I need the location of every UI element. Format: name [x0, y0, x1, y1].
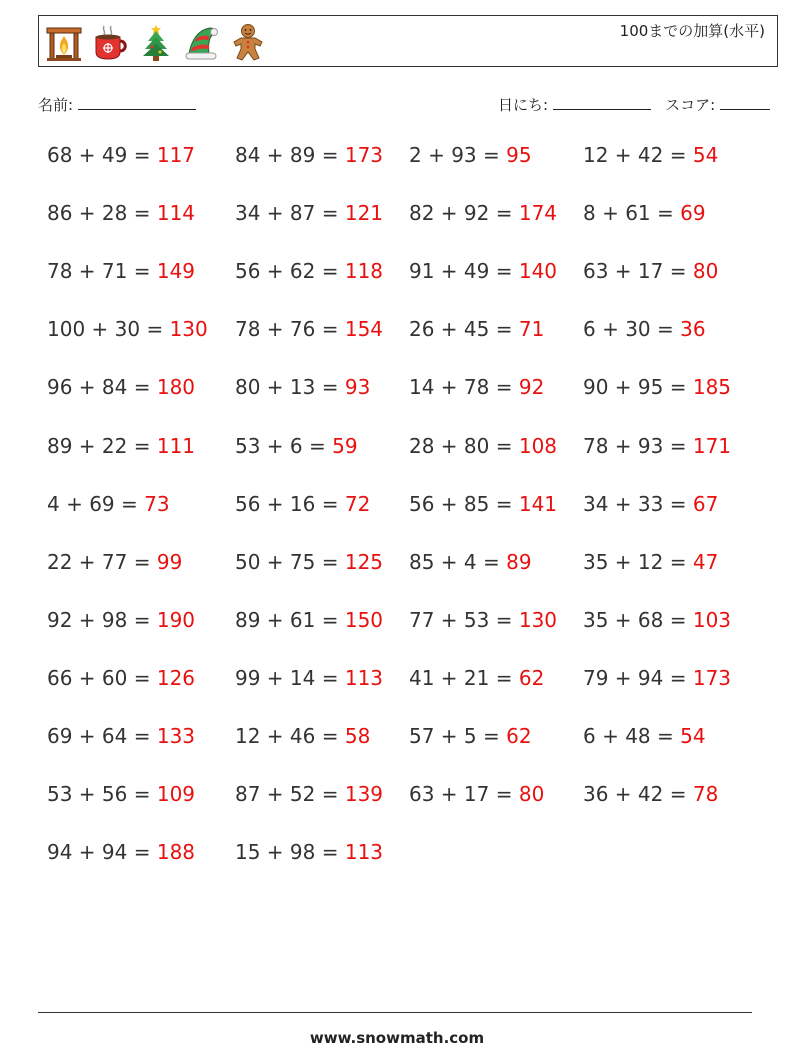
problem-item: [235, 143, 383, 167]
problem-answer: 133: [156, 724, 196, 748]
problem-answer: 62: [506, 724, 532, 748]
score-blank[interactable]: [720, 97, 770, 110]
problem-question: 34 + 87 =: [235, 201, 345, 226]
problem-item: [47, 434, 195, 458]
problem-answer: 69: [680, 201, 706, 226]
santa-hat-icon: [183, 22, 221, 62]
problem-question: 63 + 17 =: [409, 782, 519, 807]
problem-question: 63 + 17 =: [583, 259, 693, 284]
name-line: [38, 94, 196, 115]
problem-item: [47, 259, 195, 283]
problem-answer: 173: [344, 143, 384, 167]
problem-answer: 108: [518, 433, 558, 458]
problem-item: [235, 608, 383, 632]
problem-answer: 113: [344, 665, 384, 690]
problem-item: [583, 550, 718, 574]
problem-question: 57 + 5 =: [409, 724, 507, 748]
problem-question: 41 + 21 =: [409, 665, 519, 690]
problem-question: 12 + 46 =: [235, 724, 345, 748]
problem-item: [47, 317, 208, 341]
problem-item: [47, 724, 195, 748]
footer-divider: [38, 1012, 752, 1013]
problem-item: [409, 724, 532, 748]
problem-question: 89 + 61 =: [235, 607, 345, 632]
problem-item: [47, 608, 195, 632]
problem-question: 15 + 98 =: [235, 840, 345, 865]
problem-answer: 149: [156, 259, 196, 284]
problem-answer: 62: [518, 665, 545, 690]
problem-item: [409, 782, 544, 806]
problem-answer: 188: [156, 840, 196, 865]
problem-item: [409, 608, 557, 632]
problem-question: 99 + 14 =: [235, 665, 345, 690]
problem-answer: 71: [518, 317, 545, 342]
problem-question: 6 + 30 =: [583, 317, 681, 342]
problem-answer: 54: [680, 724, 706, 748]
problem-answer: 47: [692, 549, 719, 574]
icon-row: [45, 22, 267, 62]
problem-answer: 121: [344, 201, 384, 226]
problem-question: 53 + 56 =: [47, 782, 157, 807]
problem-answer: 141: [518, 491, 558, 516]
problem-answer: 130: [169, 317, 208, 342]
name-blank[interactable]: [78, 97, 196, 110]
problem-item: [583, 201, 706, 225]
problem-question: 69 + 64 =: [47, 724, 157, 748]
problem-item: [47, 492, 170, 516]
problem-answer: 117: [156, 143, 196, 167]
problem-answer: 80: [692, 259, 719, 284]
problem-answer: 171: [692, 433, 732, 458]
problem-item: [235, 782, 383, 806]
problem-item: [583, 317, 706, 341]
problem-item: [583, 143, 718, 167]
problem-answer: 80: [518, 782, 545, 807]
problem-question: 84 + 89 =: [235, 143, 345, 167]
problem-item: [47, 666, 195, 690]
problem-question: 89 + 22 =: [47, 433, 157, 458]
problem-answer: 99: [156, 549, 183, 574]
problem-item: [409, 259, 557, 283]
problem-item: [583, 724, 706, 748]
problem-question: 96 + 84 =: [47, 375, 157, 400]
problem-item: [47, 550, 182, 574]
problem-item: [583, 434, 731, 458]
problem-question: 94 + 94 =: [47, 840, 157, 865]
problem-answer: 125: [344, 549, 384, 574]
problem-answer: 185: [692, 375, 732, 400]
problem-answer: 93: [344, 375, 371, 400]
problem-item: [583, 492, 718, 516]
problem-item: [235, 550, 383, 574]
problem-question: 66 + 60 =: [47, 665, 157, 690]
problem-answer: 72: [344, 491, 371, 516]
problem-question: 79 + 94 =: [583, 665, 693, 690]
problem-question: 90 + 95 =: [583, 375, 693, 400]
problem-item: [235, 259, 383, 283]
score-label: スコア:: [665, 96, 716, 114]
fireplace-icon: [45, 22, 83, 62]
problem-item: [409, 143, 532, 167]
problem-question: 77 + 53 =: [409, 607, 519, 632]
problem-item: [409, 375, 544, 399]
problem-question: 100 + 30 =: [47, 317, 170, 342]
problem-item: [235, 492, 370, 516]
problem-item: [409, 492, 557, 516]
problem-question: 36 + 42 =: [583, 782, 693, 807]
problem-question: 6 + 48 =: [583, 724, 681, 748]
problem-question: 87 + 52 =: [235, 782, 345, 807]
christmas-tree-icon: [137, 22, 175, 62]
problem-item: [583, 608, 731, 632]
problem-answer: 89: [506, 549, 532, 574]
problem-question: 22 + 77 =: [47, 549, 157, 574]
problem-item: [47, 201, 195, 225]
problem-answer: 95: [506, 143, 532, 167]
problem-question: 85 + 4 =: [409, 549, 507, 574]
problem-item: [583, 782, 718, 806]
problem-answer: 54: [692, 143, 719, 167]
problem-item: [409, 666, 544, 690]
problem-answer: 109: [156, 782, 196, 807]
problem-answer: 154: [344, 317, 384, 342]
name-label: 名前:: [38, 96, 74, 114]
problem-item: [47, 782, 195, 806]
problem-item: [235, 201, 383, 225]
problem-question: 35 + 68 =: [583, 607, 693, 632]
problem-question: 56 + 85 =: [409, 491, 519, 516]
problem-question: 28 + 80 =: [409, 433, 519, 458]
problem-answer: 126: [156, 665, 196, 690]
problem-answer: 73: [144, 491, 170, 516]
header-box: [38, 15, 778, 67]
problem-question: 14 + 78 =: [409, 375, 519, 400]
problem-item: [235, 317, 383, 341]
problem-question: 35 + 12 =: [583, 549, 693, 574]
problem-question: 50 + 75 =: [235, 549, 345, 574]
problem-item: [235, 375, 370, 399]
problem-answer: 103: [692, 607, 732, 632]
problem-answer: 67: [692, 491, 719, 516]
problem-item: [235, 724, 370, 748]
problem-question: 78 + 76 =: [235, 317, 345, 342]
date-score-line: [498, 94, 770, 115]
problem-item: [47, 375, 195, 399]
problem-item: [47, 143, 195, 167]
problem-answer: 139: [344, 782, 384, 807]
problem-question: 68 + 49 =: [47, 143, 157, 167]
problem-question: 86 + 28 =: [47, 201, 157, 226]
problem-answer: 59: [332, 433, 358, 458]
problem-item: [235, 840, 383, 864]
problem-question: 12 + 42 =: [583, 143, 693, 167]
problem-question: 78 + 93 =: [583, 433, 693, 458]
problem-answer: 180: [156, 375, 196, 400]
problem-answer: 111: [156, 433, 196, 458]
problem-answer: 113: [344, 840, 384, 865]
problem-answer: 150: [344, 607, 384, 632]
problem-item: [409, 434, 557, 458]
problem-answer: 92: [518, 375, 545, 400]
problem-question: 8 + 61 =: [583, 201, 681, 226]
problem-item: [409, 550, 532, 574]
gingerbread-man-icon: [229, 22, 267, 62]
problem-question: 56 + 16 =: [235, 491, 345, 516]
problem-answer: 36: [680, 317, 706, 342]
hot-cocoa-icon: [91, 22, 129, 62]
problem-item: [47, 840, 195, 864]
problem-answer: 173: [692, 665, 732, 690]
problem-question: 91 + 49 =: [409, 259, 519, 284]
problem-question: 26 + 45 =: [409, 317, 519, 342]
problem-answer: 190: [156, 607, 196, 632]
problem-question: 92 + 98 =: [47, 607, 157, 632]
problem-answer: 78: [692, 782, 719, 807]
problem-question: 78 + 71 =: [47, 259, 157, 284]
problem-question: 4 + 69 =: [47, 491, 145, 516]
problem-answer: 140: [518, 259, 558, 284]
problem-question: 2 + 93 =: [409, 143, 507, 167]
problem-question: 53 + 6 =: [235, 433, 333, 458]
problem-question: 34 + 33 =: [583, 491, 693, 516]
problem-item: [583, 666, 731, 690]
problem-question: 82 + 92 =: [409, 201, 519, 226]
problem-item: [409, 317, 544, 341]
problem-question: 80 + 13 =: [235, 375, 345, 400]
footer-url: www.snowmath.com: [309, 1029, 485, 1047]
problem-item: [583, 259, 718, 283]
problem-answer: 130: [518, 607, 558, 632]
problem-answer: 114: [156, 201, 196, 226]
date-blank[interactable]: [553, 97, 651, 110]
problem-item: [235, 434, 358, 458]
problem-answer: 58: [344, 724, 371, 748]
problem-item: [583, 375, 731, 399]
problem-item: [409, 201, 557, 225]
problem-answer: 174: [518, 201, 558, 226]
problem-item: [235, 666, 383, 690]
problem-answer: 118: [344, 259, 384, 284]
date-label: 日にち:: [498, 96, 549, 114]
page-title: 100までの加算(水平): [619, 22, 765, 40]
problem-question: 56 + 62 =: [235, 259, 345, 284]
